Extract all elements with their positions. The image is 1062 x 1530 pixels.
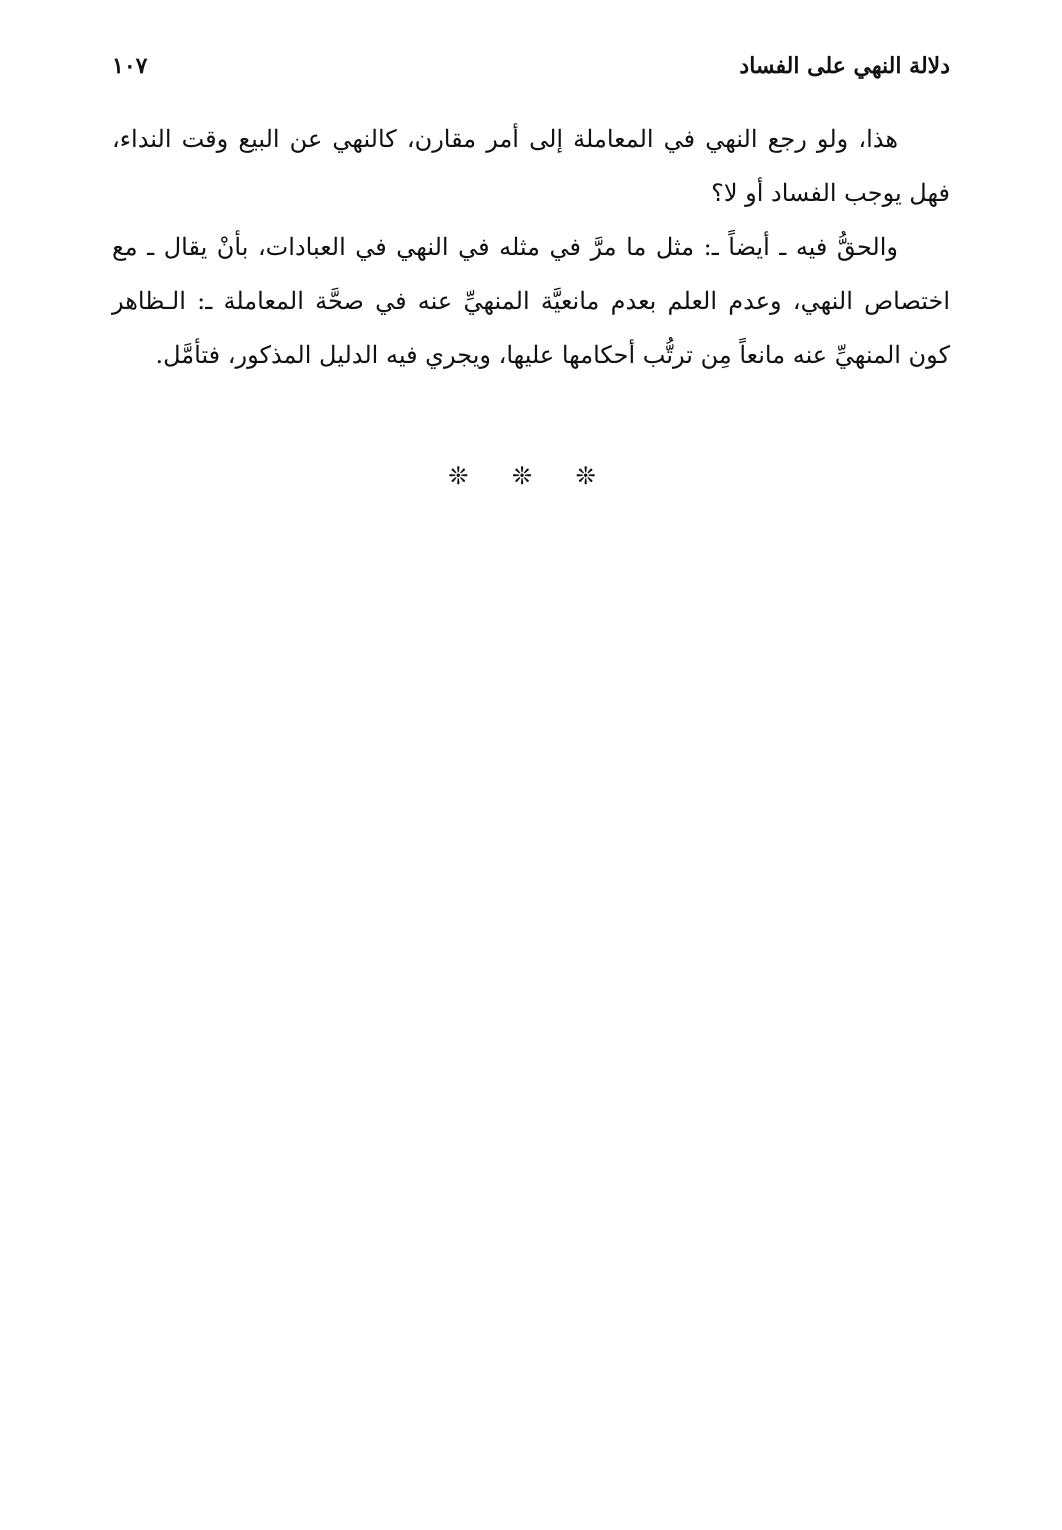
page-number: ١٠٧ <box>112 53 148 79</box>
section-separator: ❊ ❊ ❊ <box>448 462 614 490</box>
paragraph-2: والحقُّ فيه ـ أيضاً ـ: مثل ما مرَّ في مثله في النهي في العبادات، بأنْ يقال ـ مع اختصاص النهي، وعدم العلم بعدم مانعيَّة المنهيِّ عنه في صحَّة المعاملة ـ: الـظاهر كون المنهيِّ عنه مانعاً مِن ترتُّب أحكامها عليها، ويجري فيه الدليل المذكور، فتأمَّل. <box>112 233 950 369</box>
page-header <box>112 46 950 86</box>
body-text <box>112 112 950 382</box>
paragraph-1: هذا، ولو رجع النهي في المعاملة إلى أمر مقارن، كالنهي عن البيع وقت النداء، فهل يوجب الفساد أو لا؟ <box>112 125 950 207</box>
running-title: دلالة النهي على الفساد <box>739 53 950 79</box>
